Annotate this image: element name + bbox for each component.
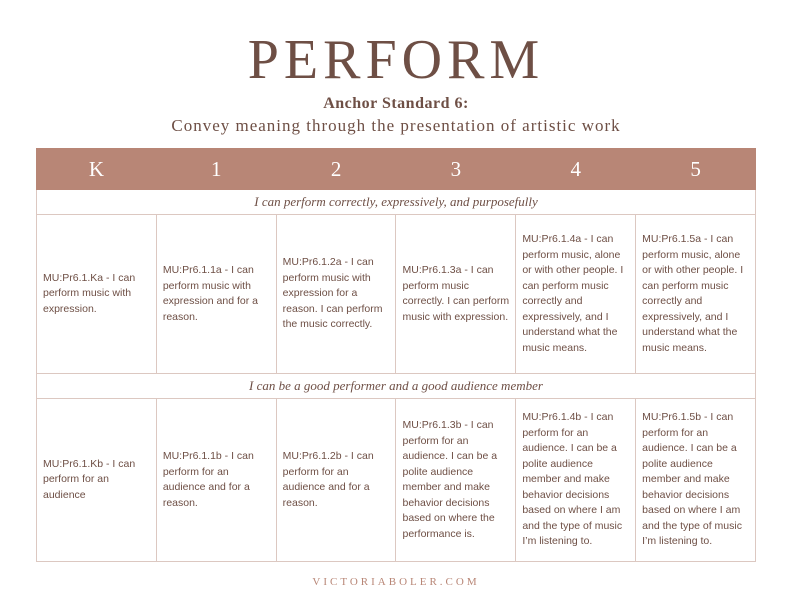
statement-row-good-performer [37,374,756,399]
standard-cell-k-b: MU:Pr6.1.Kb - I can perform for an audience [37,399,157,562]
standard-cell-1-a: MU:Pr6.1.1a - I can perform music with expression and for a reason. [156,215,276,374]
standard-cell-1-b: MU:Pr6.1.1b - I can perform for an audience and for a reason. [156,399,276,562]
standard-cell-3-a: MU:Pr6.1.3a - I can perform music correctly. I can perform music with expression. [396,215,516,374]
grade-header-3: 3 [396,149,516,190]
standard-cell-3-b: MU:Pr6.1.3b - I can perform for an audience. I can be a polite audience member and make behavior decisions based on where the performance is. [396,399,516,562]
standard-cell-4-a: MU:Pr6.1.4a - I can perform music, alone or with other people. I can perform music correctly and expressively, and I understand what the music means. [516,215,636,374]
grade-header-row [37,149,756,190]
page-title: PERFORM [247,29,545,91]
grade-header-4: 4 [516,149,636,190]
footer-website: VICTORIABOLER.COM [312,576,480,588]
i-can-statement: I can be a good performer and a good audience member [37,374,756,399]
grade-header-k: K [37,149,157,190]
standard-cell-2-a: MU:Pr6.1.2a - I can perform music with expression for a reason. I can perform the music correctly. [276,215,396,374]
grade-header-5: 5 [636,149,756,190]
i-can-statement: I can perform correctly, expressively, and purposefully [37,190,756,215]
grade-header-1: 1 [156,149,276,190]
standards-table [36,148,756,562]
table-row [37,399,756,562]
anchor-standard-description: Convey meaning through the presentation of artistic work [171,116,621,135]
standard-cell-5-b: MU:Pr6.1.5b - I can perform for an audience. I can be a polite audience member and make behavior decisions based on where I am and the type of music I’m listening to. [636,399,756,562]
standard-cell-2-b: MU:Pr6.1.2b - I can perform for an audience and for a reason. [276,399,396,562]
standard-cell-k-a: MU:Pr6.1.Ka - I can perform music with expression. [37,215,157,374]
anchor-standard-heading: Anchor Standard 6: [323,95,469,112]
table-row [37,215,756,374]
grade-header-2: 2 [276,149,396,190]
standard-cell-5-a: MU:Pr6.1.5a - I can perform music, alone or with other people. I can perform music correctly and expressively, and I understand what the music means. [636,215,756,374]
standard-cell-4-b: MU:Pr6.1.4b - I can perform for an audience. I can be a polite audience member and make behavior decisions based on where I am and the type of music I’m listening to. [516,399,636,562]
statement-row-perform-correctly [37,190,756,215]
